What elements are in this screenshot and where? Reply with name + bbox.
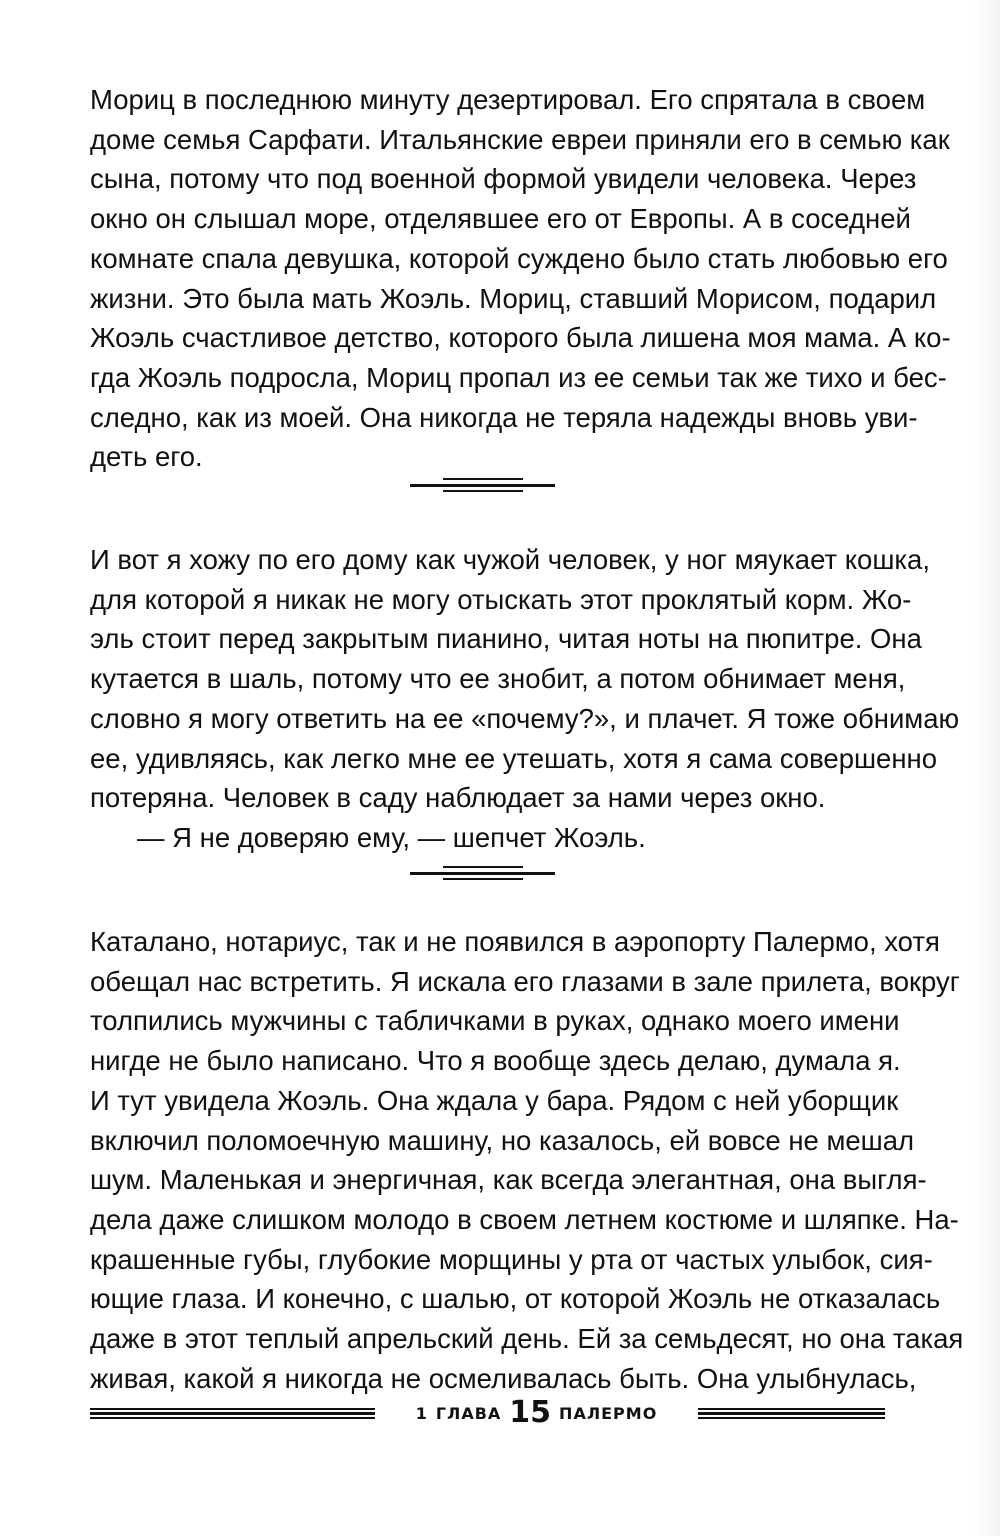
text-line: даже в этот теплый апрельский день. Ей за семьдесят, но она такая: [90, 1323, 964, 1355]
text-line: И вот я хожу по его дому как чужой человек, у ног мяукает кошка,: [90, 544, 930, 575]
text-line: эль стоит перед закрытым пианино, читая ноты на пюпитре. Она: [90, 623, 922, 655]
divider-rule: [443, 478, 523, 480]
text-line: гда Жоэль подросла, Мориц пропал из ее семьи так же тихо и бес-: [90, 361, 947, 393]
text-line: следно, как из моей. Она никогда не теряла надежды вновь уви-: [90, 401, 918, 433]
divider-rule: [443, 866, 523, 868]
page-number: 15: [509, 1395, 552, 1430]
text-line: деть его.: [90, 441, 203, 473]
text-line: для которой я никак не могу отыскать этот проклятый корм. Жо-: [90, 583, 912, 615]
section-divider: [410, 478, 555, 494]
divider-rule: [410, 872, 555, 875]
text-line: комнате спала девушка, которой суждено было стать любовью его: [90, 242, 948, 274]
running-footer: [90, 1397, 885, 1429]
divider-rule: [443, 490, 523, 492]
text-line: окно он слышал море, отделявшее его от Европы. А в соседней: [90, 203, 911, 235]
divider-rule: [443, 878, 523, 880]
text-line: потеряна. Человек в саду наблюдает за нами через окно.: [90, 782, 826, 814]
paragraph-3: [90, 922, 964, 1398]
text-line: шум. Маленькая и энергичная, как всегда элегантная, она выгля-: [90, 1164, 927, 1196]
paragraph-1: [90, 80, 951, 477]
text-line: обещал нас встретить. Я искала его глазами в зале прилета, вокруг: [90, 965, 960, 997]
text-line: дела даже слишком молодо в своем летнем костюме и шляпке. На-: [90, 1203, 959, 1235]
footer-rule-left: [90, 1408, 375, 1420]
text-line: Каталано, нотариус, так и не появился в аэропорту Палермо, хотя: [90, 926, 940, 957]
text-line: кутается в шаль, потому что ее знобит, а потом обнимает меня,: [90, 663, 906, 695]
dialogue-line: — Я не доверяю ему, — шепчет Жоэль.: [137, 821, 646, 853]
chapter-number: 1: [415, 1403, 428, 1423]
page-edge-shadow: [972, 0, 1000, 1536]
text-line: нигде не было написано. Что я вообще здесь делаю, думала я.: [90, 1045, 901, 1077]
text-line: толпились мужчины с табличками в руках, однако моего имени: [90, 1005, 900, 1037]
footer-rule-right: [698, 1408, 885, 1420]
text-line: сына, потому что под военной формой увидели человека. Через: [90, 163, 917, 195]
text-line: жизни. Это была мать Жоэль. Мориц, ставший Морисом, подарил: [90, 282, 937, 314]
text-line: словно я могу ответить на ее «почему?», и плачет. Я тоже обнимаю: [90, 702, 960, 734]
text-line: ее, удивляясь, как легко мне ее утешать, хотя я сама совершенно: [90, 742, 938, 774]
text-line: Жоэль счастливое детство, которого была лишена моя мама. А ко-: [90, 322, 951, 354]
divider-rule: [410, 484, 555, 487]
text-line: крашенные губы, глубокие морщины у рта от частых улыбок, сия-: [90, 1243, 933, 1275]
chapter-label: ГЛАВА: [435, 1403, 502, 1423]
text-line: доме семья Сарфати. Итальянские евреи приняли его в семью как: [90, 123, 950, 155]
chapter-title: ПАЛЕРМО: [559, 1403, 658, 1423]
text-line: включил поломоечную машину, но казалось, ей вовсе не мешал: [90, 1124, 915, 1156]
text-line: Мориц в последнюю минуту дезертировал. Его спрятала в своем: [90, 84, 926, 115]
text-line: живая, какой я никогда не осмеливалась быть. Она улыбнулась,: [90, 1362, 917, 1394]
text-line: ющие глаза. И конечно, с шалью, от которой Жоэль не отказалась: [90, 1283, 941, 1315]
text-line: И тут увидела Жоэль. Она ждала у бара. Рядом с ней уборщик: [90, 1084, 899, 1116]
section-divider: [410, 866, 555, 882]
footer-label: [381, 1397, 692, 1429]
paragraph-2: [90, 540, 960, 858]
